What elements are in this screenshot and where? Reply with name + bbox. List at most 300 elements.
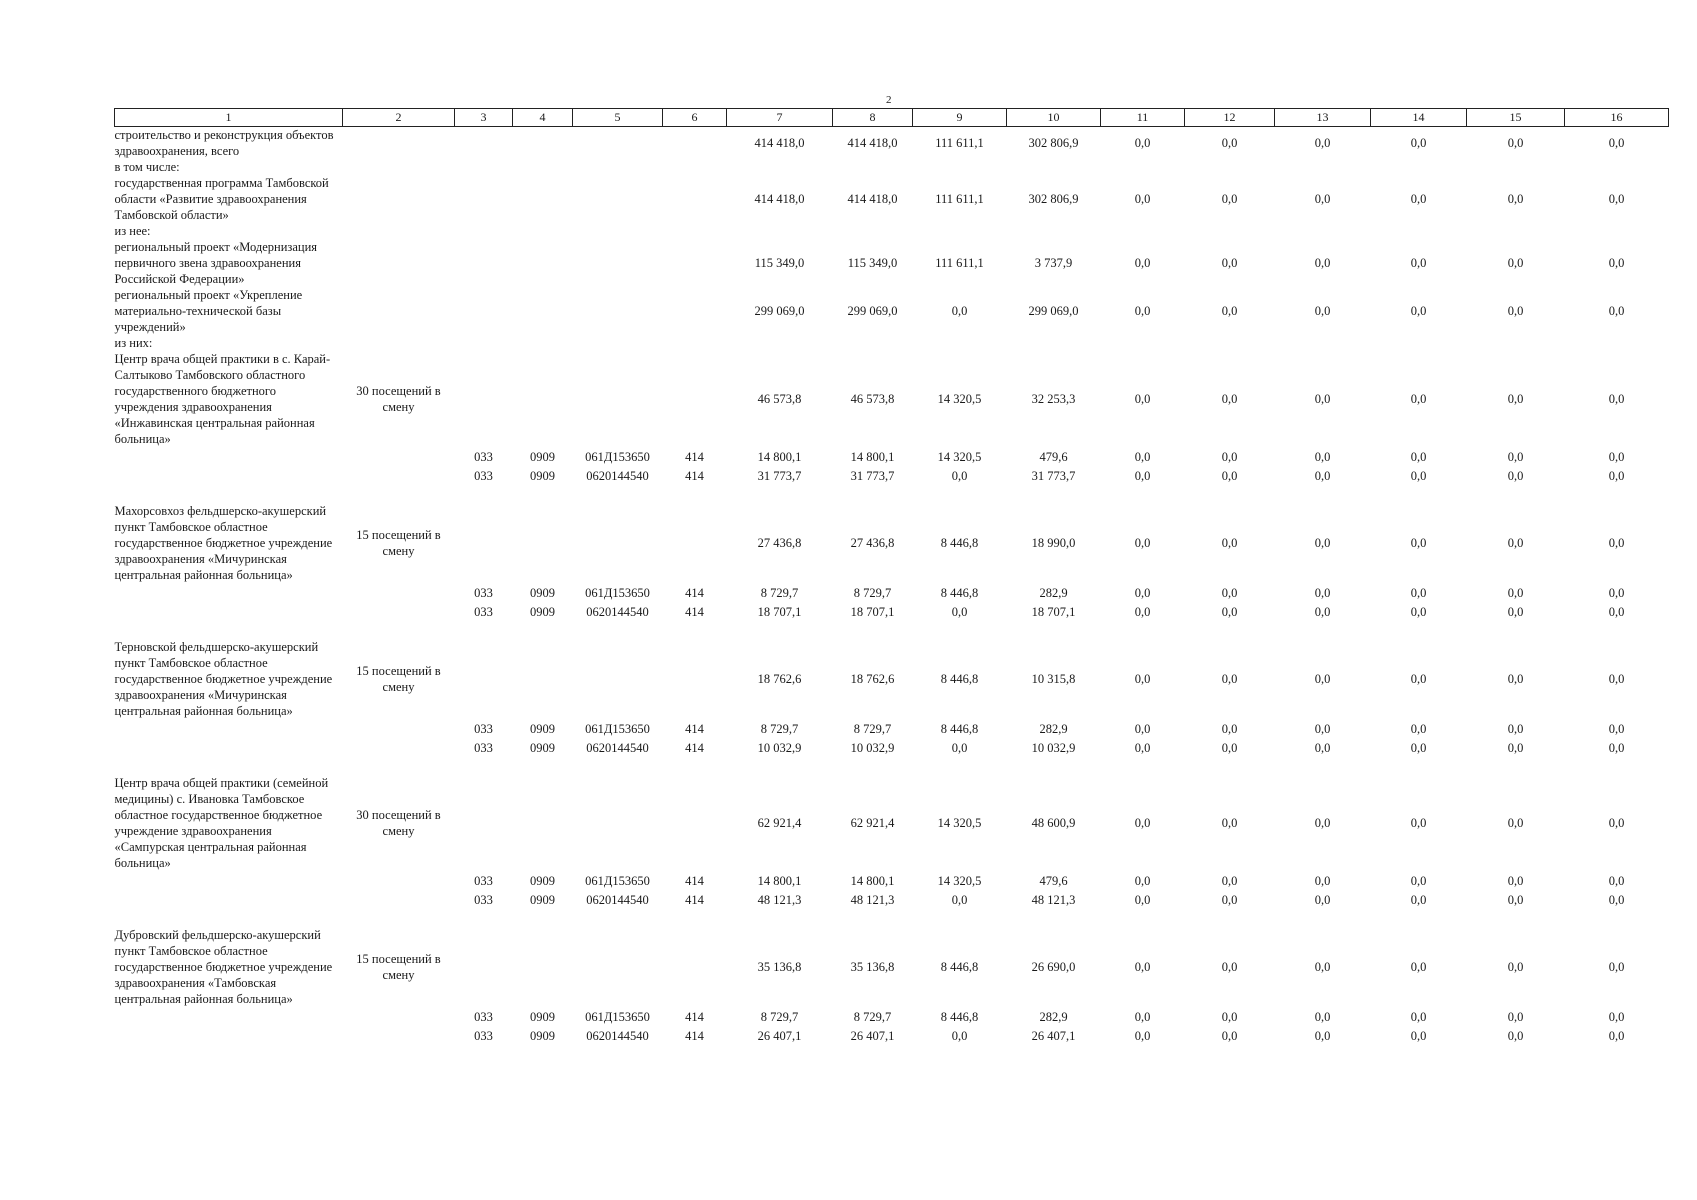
summary-row-col-12 xyxy=(1185,223,1275,239)
spacer-cell xyxy=(913,757,1007,775)
code-row-col-10: 282,9 xyxy=(1039,585,1068,600)
code-row-col-1 xyxy=(115,583,343,602)
summary-row-col-7: 115 349,0 xyxy=(754,256,805,270)
spacer-cell xyxy=(1185,909,1275,927)
object-row-col-14: 0,0 xyxy=(1410,672,1427,686)
object-row-col-13: 0,0 xyxy=(1314,672,1331,686)
summary-row-col-3 xyxy=(455,223,513,239)
code-row-col-15: 0,0 xyxy=(1507,721,1524,736)
summary-row-col-5 xyxy=(573,159,663,175)
summary-row-col-4 xyxy=(513,223,573,239)
summary-row-col-6 xyxy=(663,335,727,351)
code-row-col-8: 48 121,3 xyxy=(850,892,895,907)
summary-row-col-16 xyxy=(1565,223,1669,239)
code-row-col-13: 0,0 xyxy=(1314,468,1331,483)
code-row-col-9: 0,0 xyxy=(951,1028,968,1043)
object-row-col-5 xyxy=(573,775,663,871)
summary-row-col-6 xyxy=(663,175,727,223)
target-article-code: 0620144540 xyxy=(586,604,649,619)
object-row-col-12: 0,0 xyxy=(1221,816,1238,830)
object-row-col-11: 0,0 xyxy=(1134,960,1151,974)
summary-row-col-14: 0,0 xyxy=(1410,304,1427,318)
summary-row-col-9 xyxy=(913,223,1007,239)
target-article-code: 0620144540 xyxy=(586,892,649,907)
object-row-col-7: 46 573,8 xyxy=(757,392,802,406)
summary-row-col-11: 0,0 xyxy=(1134,192,1151,206)
spacer-cell xyxy=(1101,485,1185,503)
summary-row-col-6 xyxy=(663,127,727,160)
object-row-col-4 xyxy=(513,927,573,1007)
object-row xyxy=(115,639,1669,719)
spacer-cell xyxy=(1185,621,1275,639)
summary-row-col-15: 0,0 xyxy=(1507,136,1524,150)
code-row xyxy=(115,890,1669,909)
column-header-10: 10 xyxy=(1007,109,1101,127)
summary-row-col-10 xyxy=(1007,159,1101,175)
summary-row xyxy=(115,127,1669,160)
code-row-col-15: 0,0 xyxy=(1507,449,1524,464)
summary-row xyxy=(115,287,1669,335)
code-row-col-15: 0,0 xyxy=(1507,468,1524,483)
code-row-col-8: 26 407,1 xyxy=(850,1028,895,1043)
object-row-col-13: 0,0 xyxy=(1314,536,1331,550)
code-row-col-13: 0,0 xyxy=(1314,585,1331,600)
spacer-cell xyxy=(343,621,455,639)
code-row-col-9: 8 446,8 xyxy=(940,721,979,736)
section-code: 0909 xyxy=(530,1009,555,1024)
object-row-col-5 xyxy=(573,927,663,1007)
summary-row-col-8 xyxy=(833,335,913,351)
summary-row-name: региональный проект «Модернизация первичного звена здравоохранения Российской Федерации» xyxy=(114,240,318,286)
spacer-cell xyxy=(1007,909,1101,927)
object-row-col-15: 0,0 xyxy=(1507,536,1524,550)
summary-row-col-10: 302 806,9 xyxy=(1028,192,1079,206)
spacer-cell xyxy=(913,485,1007,503)
summary-row-col-3 xyxy=(455,239,513,287)
column-header-4: 4 xyxy=(513,109,573,127)
code-row-col-2 xyxy=(343,583,455,602)
budget-table xyxy=(114,108,1669,1045)
object-capacity: 15 посещений в смену xyxy=(356,528,441,558)
spacer-cell xyxy=(1275,485,1371,503)
spacer-cell xyxy=(513,909,573,927)
summary-row-col-15 xyxy=(1467,223,1565,239)
spacer-cell xyxy=(833,621,913,639)
object-row xyxy=(115,775,1669,871)
code-row-col-7: 10 032,9 xyxy=(757,740,802,755)
object-row-col-15: 0,0 xyxy=(1507,672,1524,686)
object-row-col-7: 62 921,4 xyxy=(757,816,802,830)
spacer-cell xyxy=(1185,485,1275,503)
code-row-col-16: 0,0 xyxy=(1608,873,1625,888)
object-row-col-16: 0,0 xyxy=(1608,816,1625,830)
object-row-col-13: 0,0 xyxy=(1314,392,1331,406)
summary-row-col-12 xyxy=(1185,335,1275,351)
summary-row-col-11: 0,0 xyxy=(1134,256,1151,270)
summary-row-col-12: 0,0 xyxy=(1221,256,1238,270)
summary-row-col-2 xyxy=(343,159,455,175)
object-row-col-9: 14 320,5 xyxy=(937,816,982,830)
summary-row-col-11 xyxy=(1101,223,1185,239)
spacer-cell xyxy=(513,621,573,639)
code-row-col-1 xyxy=(115,602,343,621)
summary-row-col-9: 111 611,1 xyxy=(935,136,984,150)
expense-type-code: 414 xyxy=(685,604,704,619)
object-name: Терновской фельдшерско-акушерский пункт Тамбовское областное государственное бюджетное учреждение здравоохранения «Мичуринская центральная районная больница» xyxy=(114,640,333,718)
code-row-col-9: 14 320,5 xyxy=(937,873,982,888)
spacer-row xyxy=(115,621,1669,639)
object-row-col-10: 32 253,3 xyxy=(1031,392,1076,406)
code-row-col-2 xyxy=(343,602,455,621)
code-row-col-9: 8 446,8 xyxy=(940,1009,979,1024)
summary-row-col-6 xyxy=(663,287,727,335)
spacer-cell xyxy=(455,621,513,639)
summary-row-col-11 xyxy=(1101,335,1185,351)
section-code: 0909 xyxy=(530,585,555,600)
object-row-col-11: 0,0 xyxy=(1134,672,1151,686)
code-row-col-13: 0,0 xyxy=(1314,604,1331,619)
summary-row-col-5 xyxy=(573,223,663,239)
summary-row-col-8 xyxy=(833,159,913,175)
target-article-code: 0620144540 xyxy=(586,468,649,483)
summary-row xyxy=(115,239,1669,287)
object-row-col-3 xyxy=(455,927,513,1007)
summary-row-col-14: 0,0 xyxy=(1410,192,1427,206)
code-row-col-12: 0,0 xyxy=(1221,892,1238,907)
summary-row-col-10 xyxy=(1007,223,1101,239)
object-row-col-4 xyxy=(513,351,573,447)
code-row-col-12: 0,0 xyxy=(1221,721,1238,736)
object-row-col-16: 0,0 xyxy=(1608,672,1625,686)
object-name: Махорсовхоз фельдшерско-акушерский пункт Тамбовское областное государственное бюджетное учреждение здравоохранения «Мичуринская центральная районная больница» xyxy=(114,504,333,582)
summary-row-col-10: 302 806,9 xyxy=(1028,136,1079,150)
summary-row-col-16 xyxy=(1565,335,1669,351)
section-code: 0909 xyxy=(530,892,555,907)
spacer-cell xyxy=(1467,621,1565,639)
summary-row-col-16: 0,0 xyxy=(1608,136,1625,150)
code-row-col-9: 0,0 xyxy=(951,892,968,907)
ministry-code: 033 xyxy=(474,585,493,600)
summary-row-col-15: 0,0 xyxy=(1507,256,1524,270)
object-row-col-14: 0,0 xyxy=(1410,960,1427,974)
summary-row-col-7 xyxy=(727,159,833,175)
code-row-col-10: 282,9 xyxy=(1039,721,1068,736)
code-row-col-12: 0,0 xyxy=(1221,468,1238,483)
object-row-col-16: 0,0 xyxy=(1608,392,1625,406)
code-row-col-13: 0,0 xyxy=(1314,740,1331,755)
summary-row-col-5 xyxy=(573,239,663,287)
spacer-cell xyxy=(1101,757,1185,775)
column-header-13: 13 xyxy=(1275,109,1371,127)
code-row xyxy=(115,602,1669,621)
column-header-1: 1 xyxy=(115,109,343,127)
code-row-col-10: 479,6 xyxy=(1039,873,1068,888)
section-code: 0909 xyxy=(530,721,555,736)
object-row-col-13: 0,0 xyxy=(1314,960,1331,974)
spacer-cell xyxy=(1275,621,1371,639)
spacer-row xyxy=(115,757,1669,775)
spacer-cell xyxy=(115,621,343,639)
code-row-col-7: 18 707,1 xyxy=(757,604,802,619)
object-row-col-8: 27 436,8 xyxy=(850,536,895,550)
ministry-code: 033 xyxy=(474,740,493,755)
spacer-cell xyxy=(1007,621,1101,639)
summary-row-col-11: 0,0 xyxy=(1134,136,1151,150)
summary-row-col-15: 0,0 xyxy=(1507,304,1524,318)
object-row-col-11: 0,0 xyxy=(1134,392,1151,406)
code-row-col-12: 0,0 xyxy=(1221,873,1238,888)
code-row-col-1 xyxy=(115,1026,343,1045)
expense-type-code: 414 xyxy=(685,449,704,464)
table-body xyxy=(115,127,1669,1046)
object-row-col-7: 35 136,8 xyxy=(757,960,802,974)
spacer-cell xyxy=(343,757,455,775)
expense-type-code: 414 xyxy=(685,721,704,736)
code-row-col-10: 18 707,1 xyxy=(1031,604,1076,619)
code-row-col-9: 0,0 xyxy=(951,604,968,619)
summary-row xyxy=(115,223,1669,239)
summary-row-col-13: 0,0 xyxy=(1314,136,1331,150)
spacer-cell xyxy=(343,485,455,503)
code-row-col-7: 14 800,1 xyxy=(757,449,802,464)
summary-row-col-4 xyxy=(513,335,573,351)
code-row-col-16: 0,0 xyxy=(1608,468,1625,483)
code-row-col-12: 0,0 xyxy=(1221,1009,1238,1024)
code-row-col-1 xyxy=(115,466,343,485)
spacer-cell xyxy=(1101,909,1185,927)
section-code: 0909 xyxy=(530,1028,555,1043)
code-row-col-8: 8 729,7 xyxy=(853,721,892,736)
spacer-cell xyxy=(1371,909,1467,927)
code-row-col-15: 0,0 xyxy=(1507,740,1524,755)
summary-row-col-5 xyxy=(573,335,663,351)
object-row-col-12: 0,0 xyxy=(1221,960,1238,974)
object-row-col-13: 0,0 xyxy=(1314,816,1331,830)
object-name: Дубровский фельдшерско-акушерский пункт Тамбовское областное государственное бюджетное учреждение здравоохранения «Тамбовская центральная районная больница» xyxy=(114,928,333,1006)
summary-row-col-13 xyxy=(1275,335,1371,351)
spacer-cell xyxy=(833,757,913,775)
spacer-cell xyxy=(513,757,573,775)
summary-row-col-6 xyxy=(663,223,727,239)
column-header-5: 5 xyxy=(573,109,663,127)
spacer-cell xyxy=(343,909,455,927)
spacer-cell xyxy=(727,909,833,927)
code-row-col-8: 14 800,1 xyxy=(850,449,895,464)
spacer-cell xyxy=(455,485,513,503)
code-row-col-14: 0,0 xyxy=(1410,1009,1427,1024)
summary-row-col-11 xyxy=(1101,159,1185,175)
summary-row-col-7: 414 418,0 xyxy=(754,192,805,206)
summary-row-col-10: 299 069,0 xyxy=(1028,304,1079,318)
object-row-col-15: 0,0 xyxy=(1507,392,1524,406)
object-row-col-8: 18 762,6 xyxy=(850,672,895,686)
code-row-col-11: 0,0 xyxy=(1134,721,1151,736)
object-row-col-16: 0,0 xyxy=(1608,536,1625,550)
object-row-col-6 xyxy=(663,503,727,583)
code-row-col-12: 0,0 xyxy=(1221,740,1238,755)
object-row-col-6 xyxy=(663,775,727,871)
object-row-col-4 xyxy=(513,639,573,719)
summary-row-col-16: 0,0 xyxy=(1608,256,1625,270)
summary-row-col-13 xyxy=(1275,159,1371,175)
column-header-7: 7 xyxy=(727,109,833,127)
column-header-16: 16 xyxy=(1565,109,1669,127)
expense-type-code: 414 xyxy=(685,468,704,483)
code-row-col-15: 0,0 xyxy=(1507,873,1524,888)
summary-row-col-10 xyxy=(1007,335,1101,351)
expense-type-code: 414 xyxy=(685,873,704,888)
object-row-col-3 xyxy=(455,639,513,719)
object-row-col-10: 48 600,9 xyxy=(1031,816,1076,830)
code-row-col-7: 14 800,1 xyxy=(757,873,802,888)
object-row-col-6 xyxy=(663,351,727,447)
spacer-cell xyxy=(1565,757,1669,775)
code-row-col-14: 0,0 xyxy=(1410,604,1427,619)
spacer-cell xyxy=(455,909,513,927)
code-row xyxy=(115,1007,1669,1026)
code-row xyxy=(115,871,1669,890)
column-header-14: 14 xyxy=(1371,109,1467,127)
code-row-col-15: 0,0 xyxy=(1507,892,1524,907)
target-article-code: 061Д153650 xyxy=(585,1009,650,1024)
spacer-cell xyxy=(833,485,913,503)
code-row xyxy=(115,583,1669,602)
code-row xyxy=(115,738,1669,757)
code-row-col-2 xyxy=(343,890,455,909)
target-article-code: 061Д153650 xyxy=(585,585,650,600)
object-row-col-5 xyxy=(573,639,663,719)
target-article-code: 0620144540 xyxy=(586,1028,649,1043)
spacer-cell xyxy=(1101,621,1185,639)
summary-row-col-2 xyxy=(343,127,455,160)
column-header-3: 3 xyxy=(455,109,513,127)
code-row-col-16: 0,0 xyxy=(1608,1028,1625,1043)
object-name: Центр врача общей практики в с. Карай-Салтыково Тамбовского областного государственного бюджетного учреждения здравоохранения «Инжавинская центральная районная больница» xyxy=(114,352,331,446)
summary-row-col-4 xyxy=(513,159,573,175)
code-row-col-1 xyxy=(115,719,343,738)
summary-row-col-13: 0,0 xyxy=(1314,256,1331,270)
summary-row-col-8: 115 349,0 xyxy=(847,256,898,270)
code-row-col-13: 0,0 xyxy=(1314,892,1331,907)
spacer-cell xyxy=(573,909,663,927)
code-row-col-1 xyxy=(115,871,343,890)
section-code: 0909 xyxy=(530,873,555,888)
summary-row xyxy=(115,175,1669,223)
column-header-15: 15 xyxy=(1467,109,1565,127)
code-row xyxy=(115,466,1669,485)
ministry-code: 033 xyxy=(474,449,493,464)
summary-row-col-5 xyxy=(573,175,663,223)
code-row-col-13: 0,0 xyxy=(1314,721,1331,736)
object-row-col-6 xyxy=(663,639,727,719)
object-row-col-3 xyxy=(455,775,513,871)
code-row-col-14: 0,0 xyxy=(1410,892,1427,907)
spacer-cell xyxy=(1467,909,1565,927)
object-row-col-15: 0,0 xyxy=(1507,816,1524,830)
summary-row-col-4 xyxy=(513,127,573,160)
object-row-col-9: 8 446,8 xyxy=(940,536,979,550)
spacer-cell xyxy=(727,621,833,639)
code-row-col-1 xyxy=(115,890,343,909)
object-row-col-5 xyxy=(573,351,663,447)
spacer-cell xyxy=(727,485,833,503)
object-row-col-12: 0,0 xyxy=(1221,536,1238,550)
code-row-col-14: 0,0 xyxy=(1410,721,1427,736)
object-capacity: 15 посещений в смену xyxy=(356,952,441,982)
object-row-col-14: 0,0 xyxy=(1410,392,1427,406)
code-row-col-11: 0,0 xyxy=(1134,585,1151,600)
object-capacity: 30 посещений в смену xyxy=(356,384,441,414)
section-code: 0909 xyxy=(530,604,555,619)
summary-row-col-3 xyxy=(455,127,513,160)
ministry-code: 033 xyxy=(474,873,493,888)
spacer-cell xyxy=(727,757,833,775)
ministry-code: 033 xyxy=(474,1028,493,1043)
object-row-col-16: 0,0 xyxy=(1608,960,1625,974)
code-row-col-2 xyxy=(343,738,455,757)
code-row-col-9: 0,0 xyxy=(951,468,968,483)
code-row-col-11: 0,0 xyxy=(1134,1009,1151,1024)
object-row xyxy=(115,503,1669,583)
code-row-col-2 xyxy=(343,719,455,738)
summary-row-col-10: 3 737,9 xyxy=(1034,256,1073,270)
summary-row-col-2 xyxy=(343,239,455,287)
summary-row-col-12: 0,0 xyxy=(1221,192,1238,206)
summary-row-col-2 xyxy=(343,223,455,239)
code-row-col-16: 0,0 xyxy=(1608,604,1625,619)
summary-row-col-15 xyxy=(1467,159,1565,175)
column-header-6: 6 xyxy=(663,109,727,127)
spacer-cell xyxy=(573,621,663,639)
object-row-col-10: 26 690,0 xyxy=(1031,960,1076,974)
section-code: 0909 xyxy=(530,740,555,755)
section-code: 0909 xyxy=(530,449,555,464)
spacer-cell xyxy=(663,909,727,927)
code-row-col-16: 0,0 xyxy=(1608,721,1625,736)
spacer-cell xyxy=(573,485,663,503)
code-row-col-16: 0,0 xyxy=(1608,1009,1625,1024)
summary-row-col-3 xyxy=(455,159,513,175)
summary-row-col-14: 0,0 xyxy=(1410,256,1427,270)
spacer-cell xyxy=(115,909,343,927)
summary-row-col-6 xyxy=(663,159,727,175)
target-article-code: 0620144540 xyxy=(586,740,649,755)
summary-row-col-3 xyxy=(455,335,513,351)
code-row-col-12: 0,0 xyxy=(1221,1028,1238,1043)
summary-row-col-3 xyxy=(455,175,513,223)
column-header-11: 11 xyxy=(1101,109,1185,127)
spacer-cell xyxy=(833,909,913,927)
code-row-col-12: 0,0 xyxy=(1221,604,1238,619)
spacer-cell xyxy=(1185,757,1275,775)
spacer-row xyxy=(115,909,1669,927)
column-number-header xyxy=(115,109,1669,127)
code-row-col-8: 14 800,1 xyxy=(850,873,895,888)
code-row-col-8: 10 032,9 xyxy=(850,740,895,755)
summary-row-col-12: 0,0 xyxy=(1221,136,1238,150)
code-row-col-2 xyxy=(343,1026,455,1045)
code-row-col-13: 0,0 xyxy=(1314,449,1331,464)
code-row-col-8: 31 773,7 xyxy=(850,468,895,483)
code-row-col-8: 8 729,7 xyxy=(853,1009,892,1024)
code-row-col-7: 8 729,7 xyxy=(760,585,799,600)
code-row-col-10: 26 407,1 xyxy=(1031,1028,1076,1043)
summary-row-col-5 xyxy=(573,127,663,160)
ministry-code: 033 xyxy=(474,604,493,619)
summary-row-col-2 xyxy=(343,335,455,351)
spacer-cell xyxy=(663,621,727,639)
summary-row-col-3 xyxy=(455,287,513,335)
